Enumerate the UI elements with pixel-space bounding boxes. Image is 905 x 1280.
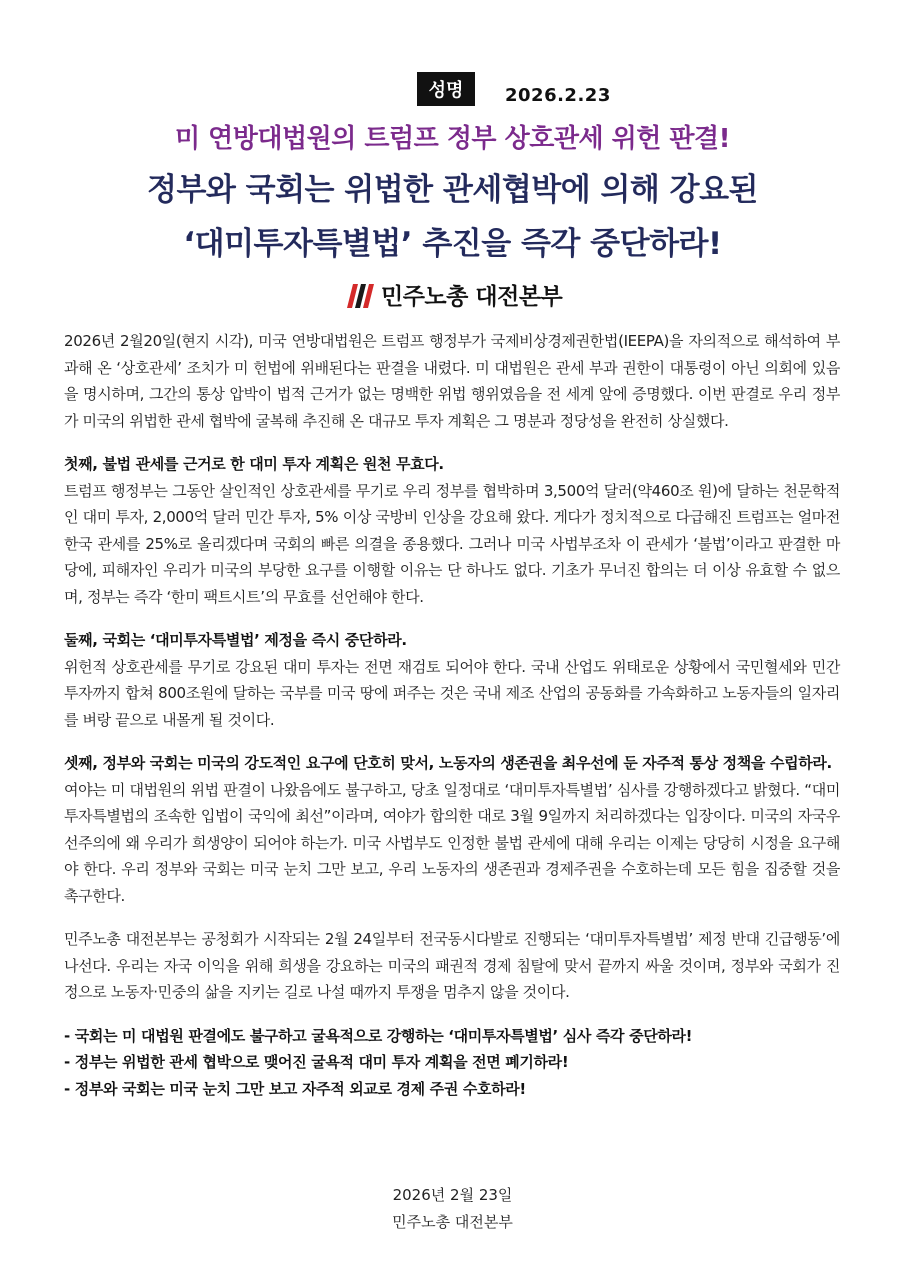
closing-paragraph: 민주노총 대전본부는 공청회가 시작되는 2월 24일부터 전국동시다발로 진행되는 ‘대미투자특별법’ 제정 반대 긴급행동’에 나선다. 우리는 자국 이익을 위해 희생을 강요하는 미국의 패권적 경제 침탈에 맞서 끝까지 싸울 것이며, 정부와 국회가 진정으로 노동자·민중의 삶을 지키는 길로 나설 때까지 투쟁을 멈추지 않을 것이다. [64, 930, 840, 1001]
section-second-heading: 둘째, 국회는 ‘대미투자특별법’ 제정을 즉시 중단하라. [64, 631, 407, 649]
logo-text: 민주노총 대전본부 [381, 283, 563, 310]
statement-date: 2026.2.23 [505, 85, 611, 106]
demand-item: - 국회는 미 대법원 판결에도 불구하고 굴욕적으로 강행하는 ‘대미투자특별법’ 심사 즉각 중단하라! [64, 1026, 693, 1045]
section-third-body: 여야는 미 대법원의 위법 판결이 나왔음에도 불구하고, 당초 일정대로 ‘대미투자특별법’ 심사를 강행하겠다고 밝혔다. “대미투자특별법의 조속한 입법이 국익에 최선”이라며, 여야가 합의한 대로 3월 9일까지 처리하겠다는 입장이다. 미국의 자국우선주의에 왜 우리가 희생양이 되어야 하는가. 미국 사법부도 인정한 불법 관세에 대해 우리는 이제는 당당히 시정을 요구해야 한다. 우리 정부와 국회는 미국 눈치 그만 보고, 우리 노동자의 생존권과 경제주권을 수호하는데 모든 힘을 집중할 것을 촉구한다. [64, 780, 840, 905]
signature-date: 2026년 2월 23일 [392, 1186, 513, 1204]
statement-badge: 성명 [417, 72, 475, 106]
section-first-heading: 첫째, 불법 관세를 근거로 한 대미 투자 계획은 원천 무효다. [64, 455, 444, 473]
demand-item: - 정부는 위법한 관세 협박으로 맺어진 굴욕적 대미 투자 계획을 전면 폐기하라! [64, 1053, 569, 1071]
kctu-logo-icon [343, 278, 375, 310]
signature-org: 민주노총 대전본부 [392, 1213, 513, 1231]
headline-purple: 미 연방대법원의 트럼프 정부 상호관세 위헌 판결! [175, 124, 730, 154]
statement-header [0, 72, 905, 112]
signature-block [0, 1182, 905, 1236]
section-second-body: 위헌적 상호관세를 무기로 강요된 대미 투자는 전면 재검토 되어야 한다. 국내 산업도 위태로운 상황에서 국민혈세와 민간투자까지 합쳐 800조원에 달하는 국부를 미국 땅에 퍼주는 것은 국내 제조 산업의 공동화를 가속화하고 노동자들의 일자리를 벼랑 끝으로 내몰게 될 것이다. [64, 657, 840, 729]
demand-item: - 정부와 국회는 미국 눈치 그만 보고 자주적 외교로 경제 주권 수호하라! [64, 1079, 526, 1098]
demands-list [64, 1023, 840, 1103]
section-first-body: 트럼프 행정부는 그동안 살인적인 상호관세를 무기로 우리 정부를 협박하며 3,500억 달러(약460조 원)에 달하는 천문학적인 대미 투자, 2,000억 달러 민간 투자, 5% 이상 국방비 인상을 강요해 왔다. 게다가 정치적으로 다급해진 트럼프는 얼마전 한국 관세를 25%로 올리겠다며 국회의 빠른 의결을 종용했다. 그러나 미국 사법부조차 이 관세가 ‘불법’이라고 판결한 마당에, 피해자인 우리가 미국의 부당한 요구를 이행할 이유는 단 하나도 없다. 기초가 무너진 합의는 더 이상 유효할 수 없으며, 정부는 즉각 ‘한미 팩트시트’의 무효를 선언해야 한다. [64, 481, 840, 606]
headline-main-line1: 정부와 국회는 위법한 관세협박에 의해 강요된 [147, 172, 758, 208]
organization-logo [343, 276, 562, 312]
statement-body [64, 328, 840, 1102]
section-third-heading: 셋째, 정부와 국회는 미국의 강도적인 요구에 단호히 맞서, 노동자의 생존권을 최우선에 둔 자주적 통상 정책을 수립하라. [64, 754, 832, 772]
intro-paragraph: 2026년 2월20일(현지 시각), 미국 연방대법원은 트럼프 행정부가 국제비상경제권한법(IEEPA)을 자의적으로 해석하여 부과해 온 ‘상호관세’ 조치가 미 헌법에 위배된다는 판결을 내렸다. 미 대법원은 관세 부과 권한이 대통령이 아닌 의회에 있음을 명시하며, 그간의 통상 압박이 법적 근거가 없는 명백한 위법 행위였음을 전 세계 앞에 증명했다. 이번 판결로 우리 정부가 미국의 위법한 관세 협박에 굴복해 추진해 온 대규모 투자 계획은 그 명분과 정당성을 완전히 상실했다. [64, 332, 840, 430]
headline-main-line2: ‘대미투자특별법’ 추진을 즉각 중단하라! [183, 226, 722, 262]
